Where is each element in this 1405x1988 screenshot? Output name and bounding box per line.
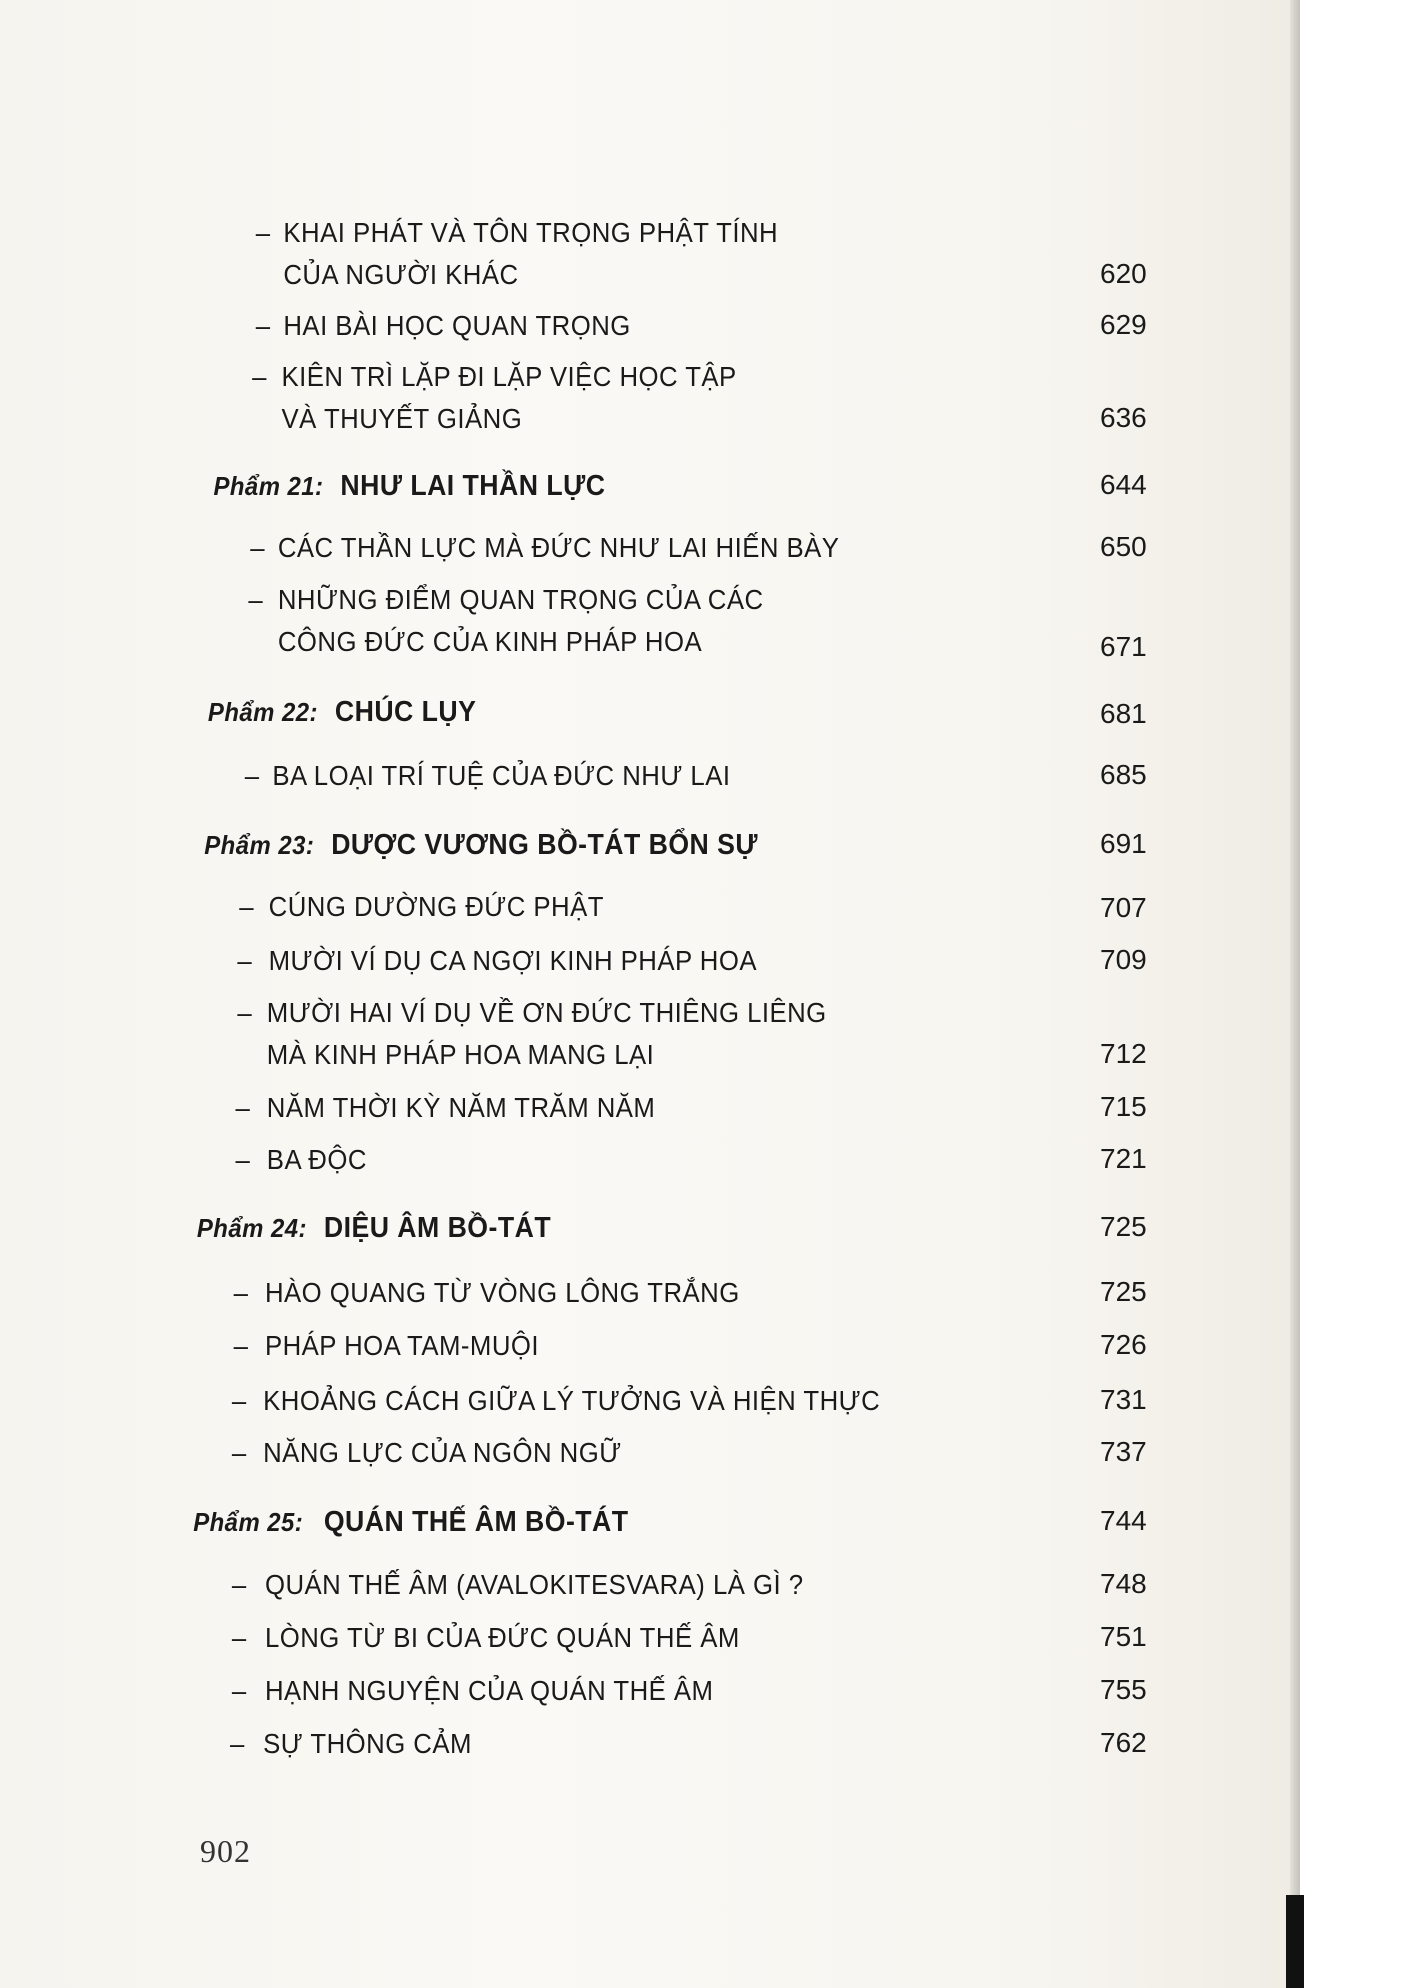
toc-page-number: 629 [1100, 309, 1147, 340]
toc-page-number: 671 [1100, 631, 1147, 662]
toc-item-text: LÒNG TỪ BI CỦA ĐỨC QUÁN THẾ ÂM [264, 1622, 740, 1653]
dash-bullet: – [235, 1092, 251, 1123]
dash-bullet: – [231, 1437, 247, 1468]
toc-page-number: 731 [1100, 1384, 1147, 1415]
toc-item-text: PHÁP HOA TAM-MUỘI [264, 1330, 540, 1361]
dash-bullet: – [231, 1622, 247, 1653]
dash-bullet: – [231, 1675, 247, 1706]
dash-bullet: – [233, 1330, 249, 1361]
toc-item-text: QUÁN THẾ ÂM (AVALOKITESVARA) LÀ GÌ ? [264, 1569, 804, 1600]
toc-item-text: NĂM THỜI KỲ NĂM TRĂM NĂM [266, 1092, 656, 1123]
page-number: 902 [200, 1833, 251, 1869]
toc-item-text: KIÊN TRÌ LẶP ĐI LẶP VIỆC HỌC TẬP [281, 361, 737, 392]
toc-item-text: CÔNG ĐỨC CỦA KINH PHÁP HOA [277, 626, 703, 657]
toc-page-number: 709 [1100, 944, 1147, 975]
toc-page-number: 715 [1100, 1091, 1147, 1122]
toc-page-number: 644 [1100, 469, 1147, 500]
chapter-title: DƯỢC VƯƠNG BỒ-TÁT BỔN SỰ [331, 829, 759, 861]
toc-page-number: 725 [1100, 1211, 1147, 1242]
chapter-title: DIỆU ÂM BỒ-TÁT [323, 1212, 552, 1244]
toc-page-number: 726 [1100, 1329, 1147, 1360]
toc-page-number: 685 [1100, 759, 1147, 790]
toc-item-text: MƯỜI HAI VÍ DỤ VỀ ƠN ĐỨC THIÊNG LIÊNG [266, 997, 827, 1028]
chapter-label: Phẩm 25: [193, 1507, 304, 1537]
chapter-label: Phẩm 24: [196, 1213, 307, 1243]
dash-bullet: – [248, 584, 264, 615]
toc-item-text: HÀO QUANG TỪ VÒNG LÔNG TRẮNG [264, 1277, 740, 1308]
chapter-title: NHƯ LAI THẦN LỰC [340, 470, 606, 502]
dash-bullet: – [239, 891, 254, 922]
dash-bullet: – [230, 1728, 245, 1759]
toc-item-text: MÀ KINH PHÁP HOA MANG LẠI [266, 1039, 655, 1070]
toc-item-text: NĂNG LỰC CỦA NGÔN NGỮ [263, 1437, 622, 1468]
toc-item-text: CỦA NGƯỜI KHÁC [283, 259, 519, 290]
dash-bullet: – [231, 1385, 247, 1416]
dash-bullet: – [244, 760, 260, 791]
toc-page-number: 755 [1100, 1674, 1147, 1705]
dash-bullet: – [235, 1144, 251, 1175]
toc-item-text: KHAI PHÁT VÀ TÔN TRỌNG PHẬT TÍNH [283, 217, 779, 248]
dash-bullet: – [252, 361, 267, 392]
toc-page-number: 725 [1100, 1276, 1147, 1307]
dash-bullet: – [231, 1569, 247, 1600]
toc-page-number: 707 [1100, 892, 1147, 923]
dash-bullet: – [250, 532, 266, 563]
toc-page-number: 762 [1100, 1727, 1147, 1758]
toc-item-text: BA ĐỘC [266, 1144, 367, 1175]
toc-item-text: HẠNH NGUYỆN CỦA QUÁN THẾ ÂM [264, 1675, 714, 1706]
toc-item-text: MƯỜI VÍ DỤ CA NGỢI KINH PHÁP HOA [268, 945, 758, 976]
chapter-title: CHÚC LỤY [334, 696, 477, 728]
chapter-label: Phẩm 23: [204, 830, 315, 860]
toc-item-text: SỰ THÔNG CẢM [263, 1728, 472, 1759]
toc-page-number: 748 [1100, 1568, 1147, 1599]
toc-page-number: 636 [1100, 402, 1147, 433]
toc-page-number: 744 [1100, 1505, 1147, 1536]
toc-page-number: 691 [1100, 828, 1147, 859]
toc-page-number: 712 [1100, 1038, 1147, 1069]
chapter-title: QUÁN THẾ ÂM BỒ-TÁT [323, 1506, 629, 1538]
dash-bullet: – [237, 945, 253, 976]
toc-page-number: 681 [1100, 698, 1147, 729]
toc-item-text: NHỮNG ĐIỂM QUAN TRỌNG CỦA CÁC [277, 584, 764, 615]
dash-bullet: – [255, 310, 271, 341]
toc-page-number: 737 [1100, 1436, 1147, 1467]
toc-item-text: KHOẢNG CÁCH GIỮA LÝ TƯỞNG VÀ HIỆN THỰC [263, 1385, 881, 1416]
toc-item-text: HAI BÀI HỌC QUAN TRỌNG [283, 310, 631, 341]
chapter-label: Phẩm 21: [213, 471, 324, 501]
toc-page-number: 721 [1100, 1143, 1147, 1174]
toc-item-text: CÚNG DƯỜNG ĐỨC PHẬT [268, 891, 604, 922]
chapter-label: Phẩm 22: [207, 697, 318, 727]
dash-bullet: – [237, 997, 253, 1028]
dash-bullet: – [233, 1277, 249, 1308]
toc-item-text: BA LOẠI TRÍ TUỆ CỦA ĐỨC NHƯ LAI [272, 760, 731, 791]
toc-item-text: VÀ THUYẾT GIẢNG [281, 403, 523, 434]
dash-bullet: – [255, 217, 271, 248]
toc-page-number: 620 [1100, 258, 1147, 289]
toc-page-number: 650 [1100, 531, 1147, 562]
toc-page-number: 751 [1100, 1621, 1147, 1652]
toc-item-text: CÁC THẦN LỰC MÀ ĐỨC NHƯ LAI HIẾN BÀY [277, 532, 840, 563]
